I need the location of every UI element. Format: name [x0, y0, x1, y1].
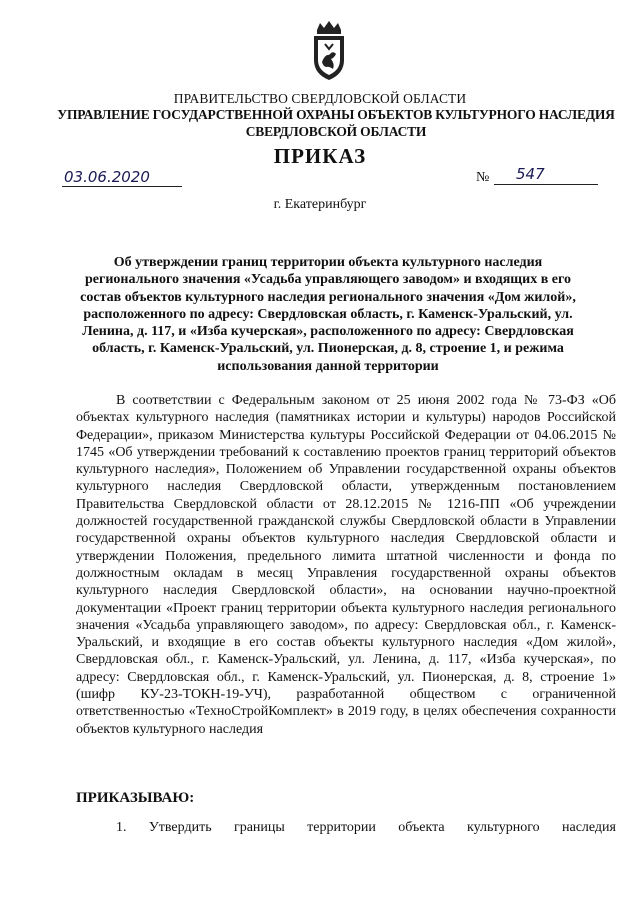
- order-subject: Об утверждении границ территории объекта культурного наследия регионального значения «Усадьба управляющего заводом» и входящих в его состав объектов культурного наследия регионального значения «Дом жилой», расположенного по адресу: Свердловская область, г. Каменск-Уральский, ул. Ленина, д. 117, и «Изба кучерская», расположенного по адресу: Свердловская область, г. Каменск-Уральский, ул. Пионерская, д. 8, строение 1, и режима использования данной территории: [80, 255, 576, 374]
- number-label: №: [476, 170, 490, 185]
- order-item-1: 1. Утвердить границы территории объекта культурного наследия: [116, 820, 616, 835]
- order-heading: ПРИКАЗЫВАЮ:: [76, 790, 195, 806]
- document-type: ПРИКАЗ: [273, 144, 367, 168]
- city: г. Екатеринбург: [273, 197, 367, 212]
- government-name: ПРАВИТЕЛЬСТВО СВЕРДЛОВСКОЙ ОБЛАСТИ: [173, 91, 467, 106]
- department-name: УПРАВЛЕНИЕ ГОСУДАРСТВЕННОЙ ОХРАНЫ ОБЪЕКТОВ КУЛЬТУРНОГО НАСЛЕДИЯ СВЕРДЛОВСКОЙ ОБЛАСТИ: [57, 107, 615, 139]
- order-date: 03.06.2020: [62, 168, 182, 187]
- order-number: 547: [494, 164, 598, 185]
- preamble-paragraph: В соответствии с Федеральным законом от 25 июня 2002 года № 73-ФЗ «Об объектах культурного наследия (памятниках истории и культуры) народов Российской Федерации», приказом Министерства культуры Российской Федерации от 04.06.2015 № 1745 «Об утверждении требований к составлению проектов границ территорий объектов культурного наследия», Положением об Управлении государственной охраны объектов культурного наследия Свердловской области, утвержденным постановлением Правительства Свердловской области от 28.12.2015 № 1216-ПП «Об учреждении должностей государственной гражданской службы Свердловской области в Управлении государственной охраны объектов культурного наследия Свердловской области и утверждении Положения, предельного лимита штатной численности и фонда по должностным окладам в месяц Управления государственной охраны объектов культурного наследия Свердловской области», на основании научно-проектной документации «Проект границ территории объекта культурного наследия регионального значения «Усадьба управляющего заводом», по адресу: Свердловская обл., г. Каменск-Уральский, и входящие в его состав объекты культурного наследия «Дом жилой», Свердловская обл., г. Каменск-Уральский, ул. Ленина, д. 117, «Изба кучерская», по адресу: Свердловская обл., г. Каменск-Уральский, ул. Пионерская, д. 8, строение 1» (шифр КУ-23-ТОКН-19-УЧ), разработанной обществом с ограниченной ответственностью «ТехноСтройКомплект» в 2019 году, в целях обеспечения сохранности объектов культурного наследия: [76, 393, 616, 737]
- sverdlovsk-coat-of-arms-icon: [309, 20, 349, 82]
